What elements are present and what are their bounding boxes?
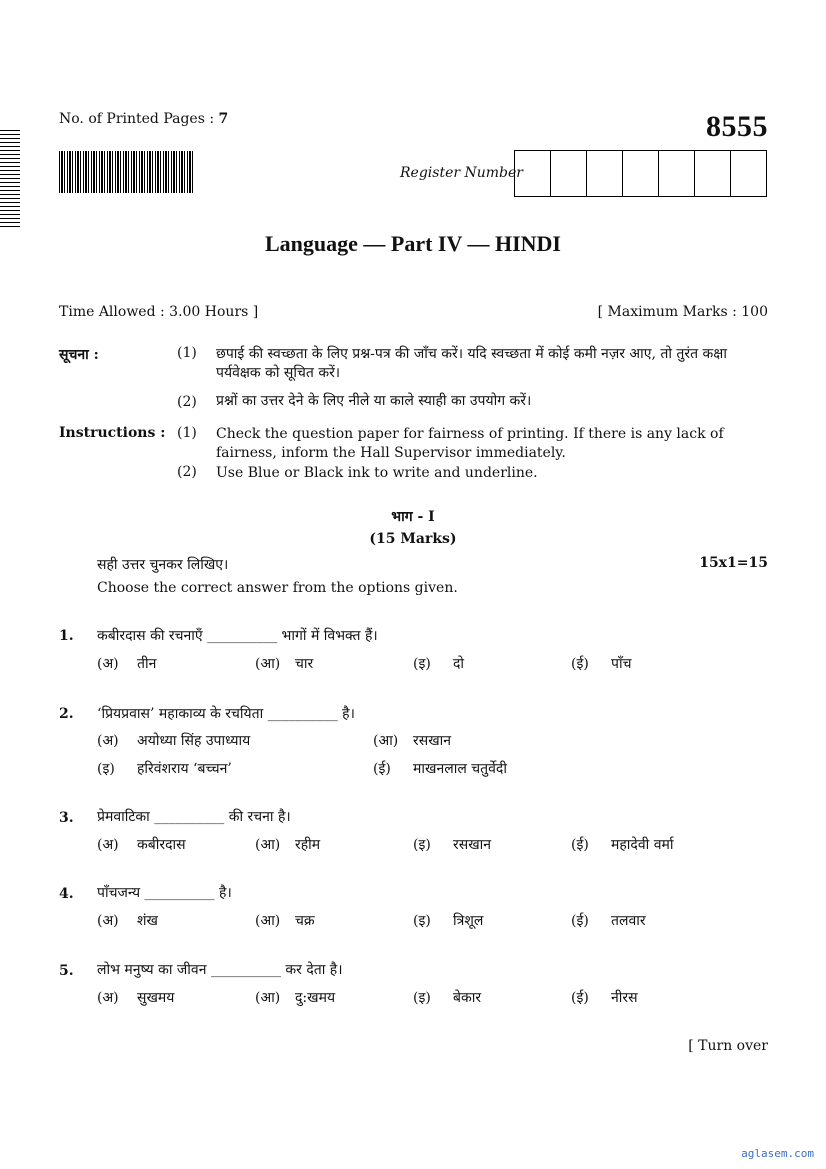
register-digit-box[interactable] xyxy=(586,151,622,196)
option-label: (ई) xyxy=(571,990,589,1006)
option-text: हरिवंशराय ‘बच्चन’ xyxy=(137,761,232,777)
option xyxy=(97,911,158,930)
option xyxy=(571,911,646,930)
option-text: दु:खमय xyxy=(295,990,336,1006)
option xyxy=(255,835,320,854)
option-label: (इ) xyxy=(413,913,431,929)
option-text: नीरस xyxy=(611,990,638,1006)
option-label: (आ) xyxy=(373,733,399,749)
option-text: पाँच xyxy=(611,656,632,672)
paper-code: 8555 xyxy=(706,110,768,143)
question-text: ‘प्रियप्रवास’ महाकाव्य के रचयिता __________ है। xyxy=(97,706,355,722)
time-allowed: Time Allowed : 3.00 Hours ] xyxy=(59,304,259,320)
question-number: 2. xyxy=(59,706,74,722)
option-text: तीन xyxy=(137,656,157,672)
option-label: (अ) xyxy=(97,837,119,853)
suchna-text: प्रश्नों का उत्तर देने के लिए नीले या काले स्याही का उपयोग करें। xyxy=(216,393,532,409)
footer-site[interactable]: aglasem.com xyxy=(741,1147,814,1160)
option-text: अयोध्या सिंह उपाध्याय xyxy=(137,733,251,749)
option xyxy=(255,988,335,1007)
register-digit-box[interactable] xyxy=(550,151,586,196)
option xyxy=(413,988,481,1007)
option xyxy=(255,911,315,930)
question-number: 5. xyxy=(59,963,74,979)
option-label: (ई) xyxy=(571,837,589,853)
option xyxy=(373,759,507,778)
instruction-text: Use Blue or Black ink to write and underline. xyxy=(216,465,538,481)
option xyxy=(373,731,451,750)
direction-hindi: सही उत्तर चुनकर लिखिए। xyxy=(97,557,229,573)
instructions-heading: Instructions : xyxy=(59,425,166,441)
register-number-label: Register Number xyxy=(400,165,523,181)
question-number: 3. xyxy=(59,810,74,826)
option xyxy=(571,835,674,854)
instruction-num: (2) xyxy=(177,464,197,480)
option-label: (आ) xyxy=(255,913,281,929)
option-label: (ई) xyxy=(571,913,589,929)
question-text: कबीरदास की रचनाएँ __________ भागों में विभक्त हैं। xyxy=(97,628,378,644)
question-number: 1. xyxy=(59,628,74,644)
option-label: (इ) xyxy=(413,990,431,1006)
option-label: (ई) xyxy=(373,761,391,777)
turn-over: [ Turn over xyxy=(688,1038,768,1054)
option-text: रसखान xyxy=(453,837,492,853)
section-marks: (15 Marks) xyxy=(369,531,457,547)
paper-title: Language — Part IV — HINDI xyxy=(264,231,561,256)
question-text: लोभ मनुष्य का जीवन __________ कर देता है। xyxy=(97,962,343,978)
option-label: (इ) xyxy=(413,837,431,853)
direction-english: Choose the correct answer from the options given. xyxy=(97,580,458,596)
option-text: चक्र xyxy=(295,913,315,929)
side-registration-marks xyxy=(0,130,20,228)
register-digit-box[interactable] xyxy=(730,151,766,196)
register-digit-box[interactable] xyxy=(694,151,730,196)
option xyxy=(97,731,250,750)
option xyxy=(97,988,174,1007)
option xyxy=(413,911,483,930)
option-label: (आ) xyxy=(255,837,281,853)
register-digit-box[interactable] xyxy=(622,151,658,196)
option-label: (इ) xyxy=(413,656,431,672)
option-text: माखनलाल चतुर्वेदी xyxy=(413,761,507,777)
suchna-text: छपाई की स्वच्छता के लिए प्रश्न-पत्र की जाँच करें। यदि स्वच्छता में कोई कमी नज़र आए, तो तुरंत कक्षा पर्यवेक्षक को सूचित करें। xyxy=(216,346,727,381)
option-label: (अ) xyxy=(97,990,119,1006)
option-text: रसखान xyxy=(413,733,452,749)
register-number-boxes[interactable] xyxy=(514,150,767,197)
question-number: 4. xyxy=(59,886,74,902)
maximum-marks: [ Maximum Marks : 100 xyxy=(597,304,768,320)
suchna-num: (2) xyxy=(177,394,197,410)
option-label: (ई) xyxy=(571,656,589,672)
option xyxy=(413,835,491,854)
printed-pages-value: 7 xyxy=(218,111,229,127)
register-digit-box[interactable] xyxy=(515,151,550,196)
option-text: कबीरदास xyxy=(137,837,186,853)
suchna-heading: सूचना : xyxy=(59,347,99,363)
option-label: (अ) xyxy=(97,733,119,749)
register-digit-box[interactable] xyxy=(658,151,694,196)
option-text: दो xyxy=(453,656,465,672)
option-text: बेकार xyxy=(453,990,482,1006)
option-text: चार xyxy=(295,656,314,672)
section-name: भाग - I xyxy=(391,509,435,525)
option-text: सुखमय xyxy=(137,990,175,1006)
printed-pages xyxy=(59,111,228,127)
option-text: शंख xyxy=(137,913,158,929)
suchna-num: (1) xyxy=(177,345,197,361)
option xyxy=(571,654,631,673)
option xyxy=(97,654,156,673)
option xyxy=(97,835,186,854)
barcode xyxy=(59,151,195,193)
option xyxy=(571,988,638,1007)
printed-pages-label: No. of Printed Pages : xyxy=(59,111,215,127)
option xyxy=(255,654,313,673)
question-text: प्रेमवाटिका __________ की रचना है। xyxy=(97,809,291,825)
option-text: त्रिशूल xyxy=(453,913,484,929)
option-label: (आ) xyxy=(255,656,281,672)
question-text: पाँचजन्य __________ है। xyxy=(97,885,232,901)
option-text: रहीम xyxy=(295,837,321,853)
option-text: तलवार xyxy=(611,913,646,929)
option-label: (अ) xyxy=(97,913,119,929)
option xyxy=(413,654,464,673)
instruction-text: Check the question paper for fairness of printing. If there is any lack of fairness, inform the Hall Supervisor immediately. xyxy=(216,426,724,461)
option-text: महादेवी वर्मा xyxy=(611,837,674,853)
option-label: (इ) xyxy=(97,761,115,777)
option-label: (अ) xyxy=(97,656,119,672)
option xyxy=(97,759,232,778)
section-score: 15x1=15 xyxy=(699,555,768,571)
option-label: (आ) xyxy=(255,990,281,1006)
instruction-num: (1) xyxy=(177,425,197,441)
